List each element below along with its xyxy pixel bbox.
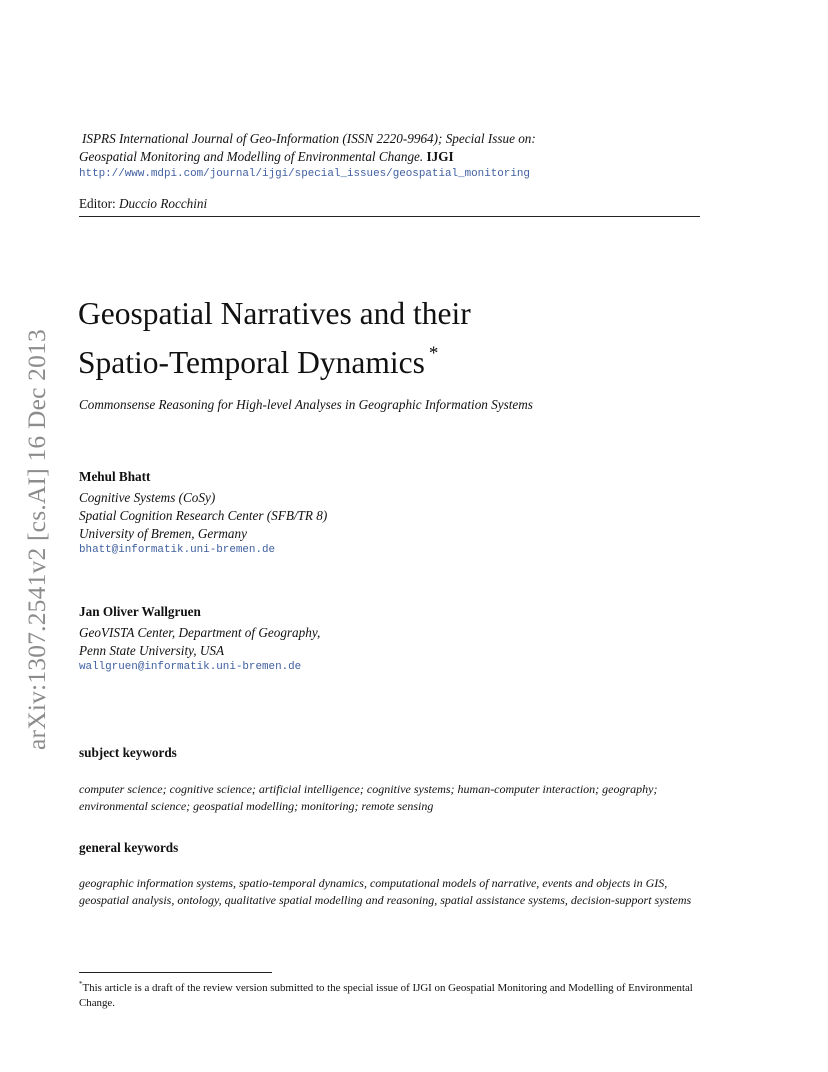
title-line-2: Spatio-Temporal Dynamics <box>78 345 425 380</box>
affiliation-line: Cognitive Systems (CoSy) <box>79 490 216 505</box>
affiliation-line: University of Bremen, Germany <box>79 526 247 541</box>
subject-keywords-text: computer science; cognitive science; artificial intelligence; cognitive systems; human-computer interaction; geography; environmental science; geospatial modelling; monitoring; remote sensing <box>79 782 658 813</box>
title-line-1: Geospatial Narratives and their <box>78 296 471 331</box>
footnote-mark: * <box>79 980 83 988</box>
author-email-2[interactable]: wallgruen@informatik.uni-bremen.de <box>79 661 302 673</box>
author-affiliation-2 <box>79 624 320 660</box>
title-footnote-mark[interactable]: * <box>428 343 439 364</box>
arxiv-stamp: arXiv:1307.2541v2 [cs.AI] 16 Dec 2013 <box>22 329 51 750</box>
author-name-1: Mehul Bhatt <box>79 469 151 484</box>
journal-line-2 <box>79 149 454 165</box>
footnote-text: This article is a draft of the review version submitted to the special issue of IJGI on Geospatial Monitoring and Modelling of Environmental Change. <box>79 982 693 1009</box>
general-keywords-heading: general keywords <box>79 840 179 855</box>
editor-label: Editor: <box>79 196 116 211</box>
author-affiliation-1 <box>79 489 327 543</box>
author-name-2: Jan Oliver Wallgruen <box>79 604 201 619</box>
general-keywords-text: geographic information systems, spatio-temporal dynamics, computational models of narrative, events and objects in GIS, geospatial analysis, ontology, qualitative spatial modelling and reasoning, spatial assistance systems, decision-support systems <box>79 876 692 907</box>
affiliation-line: Spatial Cognition Research Center (SFB/TR 8) <box>79 508 328 523</box>
editor-name: Duccio Rocchini <box>118 196 208 211</box>
header-divider <box>79 216 700 217</box>
affiliation-line: GeoVISTA Center, Department of Geography, <box>79 625 321 640</box>
journal-line-2-text: Geospatial Monitoring and Modelling of Environmental Change. <box>79 149 424 164</box>
author-email-1[interactable]: bhatt@informatik.uni-bremen.de <box>79 544 276 556</box>
journal-line-1: ISPRS International Journal of Geo-Information (ISSN 2220-9964); Special Issue on: <box>82 131 536 146</box>
editor-line <box>79 196 207 212</box>
subject-keywords-heading: subject keywords <box>79 745 177 760</box>
journal-url-link[interactable]: http://www.mdpi.com/journal/ijgi/special_issues/geospatial_monitoring <box>79 168 530 180</box>
paper-subtitle: Commonsense Reasoning for High-level Analyses in Geographic Information Systems <box>79 397 533 412</box>
journal-abbrev: IJGI <box>426 149 454 164</box>
footnote-divider <box>79 972 272 973</box>
paper-title <box>78 294 471 383</box>
affiliation-line: Penn State University, USA <box>79 643 225 658</box>
footnote <box>79 977 707 1010</box>
